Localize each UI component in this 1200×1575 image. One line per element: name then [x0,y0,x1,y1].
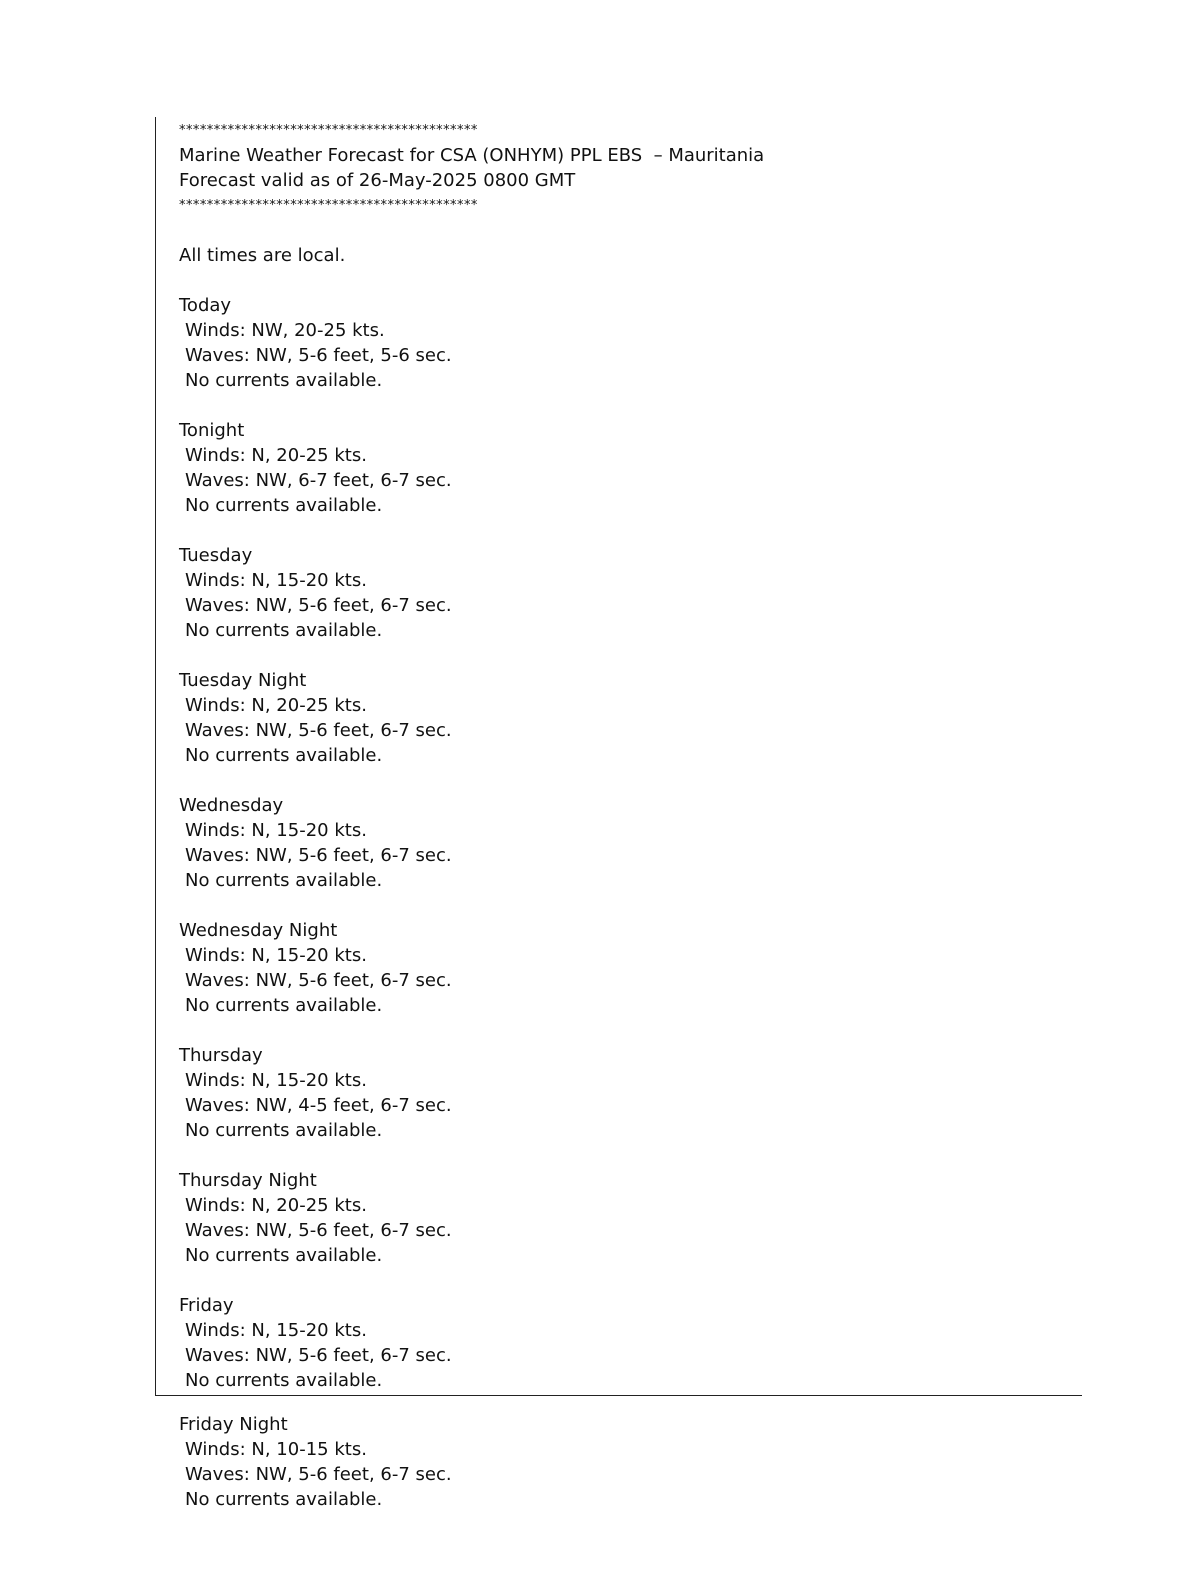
period-name: Tuesday Night [179,670,307,691]
period-block [179,1168,1079,1293]
period-name: Wednesday Night [179,920,338,941]
period-waves: Waves: NW, 4-5 feet, 6-7 sec. [185,1095,452,1116]
period-winds: Winds: N, 15-20 kts. [185,1320,367,1341]
period-winds: Winds: N, 20-25 kts. [185,445,367,466]
period-currents: No currents available. [185,745,383,766]
spacer [179,218,1079,243]
period-currents: No currents available. [185,1245,383,1266]
frame-bottom-rule [155,1395,1082,1396]
period-winds: Winds: N, 15-20 kts. [185,945,367,966]
spacer [179,1143,1079,1168]
period-currents: No currents available. [185,1120,383,1141]
period-name: Wednesday [179,795,284,816]
period-currents: No currents available. [185,620,383,641]
forecast-title: Marine Weather Forecast for CSA (ONHYM) PPL EBS – Mauritania [179,145,765,166]
period-currents: No currents available. [185,495,383,516]
period-name: Thursday [179,1045,263,1066]
period-currents: No currents available. [185,1370,383,1391]
period-name: Friday Night [179,1414,288,1435]
spacer [179,893,1079,918]
period-winds: Winds: N, 15-20 kts. [185,570,367,591]
period-block [179,668,1079,793]
spacer [179,1018,1079,1043]
spacer [179,393,1079,418]
period-block [179,293,1079,418]
period-currents: No currents available. [185,1489,383,1510]
frame-left-rule [155,117,156,1395]
period-winds: Winds: N, 20-25 kts. [185,695,367,716]
period-name: Friday [179,1295,234,1316]
header-stars-top: ******************************************* [179,123,478,138]
period-winds: Winds: N, 15-20 kts. [185,1070,367,1091]
spacer [179,768,1079,793]
forecast-valid-time: Forecast valid as of 26-May-2025 0800 GMT [179,170,576,191]
period-winds: Winds: N, 15-20 kts. [185,820,367,841]
period-currents: No currents available. [185,995,383,1016]
forecast-body [179,118,1079,1393]
period-waves: Waves: NW, 5-6 feet, 6-7 sec. [185,1345,452,1366]
header-stars-bottom: ******************************************* [179,198,478,213]
period-block [179,1412,1079,1512]
period-name: Tonight [179,420,245,441]
period-waves: Waves: NW, 5-6 feet, 6-7 sec. [185,845,452,866]
period-waves: Waves: NW, 5-6 feet, 6-7 sec. [185,1464,452,1485]
period-waves: Waves: NW, 5-6 feet, 6-7 sec. [185,970,452,991]
spacer [179,1268,1079,1293]
period-waves: Waves: NW, 5-6 feet, 6-7 sec. [185,720,452,741]
spacer [179,518,1079,543]
period-currents: No currents available. [185,370,383,391]
period-name: Today [179,295,232,316]
period-waves: Waves: NW, 6-7 feet, 6-7 sec. [185,470,452,491]
period-waves: Waves: NW, 5-6 feet, 6-7 sec. [185,1220,452,1241]
period-block [179,1293,1079,1393]
period-winds: Winds: NW, 20-25 kts. [185,320,385,341]
period-block [179,1043,1079,1168]
period-waves: Waves: NW, 5-6 feet, 5-6 sec. [185,345,452,366]
period-block [179,918,1079,1043]
period-waves: Waves: NW, 5-6 feet, 6-7 sec. [185,595,452,616]
period-name: Tuesday [179,545,253,566]
period-currents: No currents available. [185,870,383,891]
period-name: Thursday Night [179,1170,317,1191]
period-winds: Winds: N, 10-15 kts. [185,1439,367,1460]
spacer [179,268,1079,293]
period-block [179,418,1079,543]
period-block [179,793,1079,918]
times-note: All times are local. [179,245,346,266]
spacer [179,643,1079,668]
period-block [179,543,1079,668]
period-winds: Winds: N, 20-25 kts. [185,1195,367,1216]
